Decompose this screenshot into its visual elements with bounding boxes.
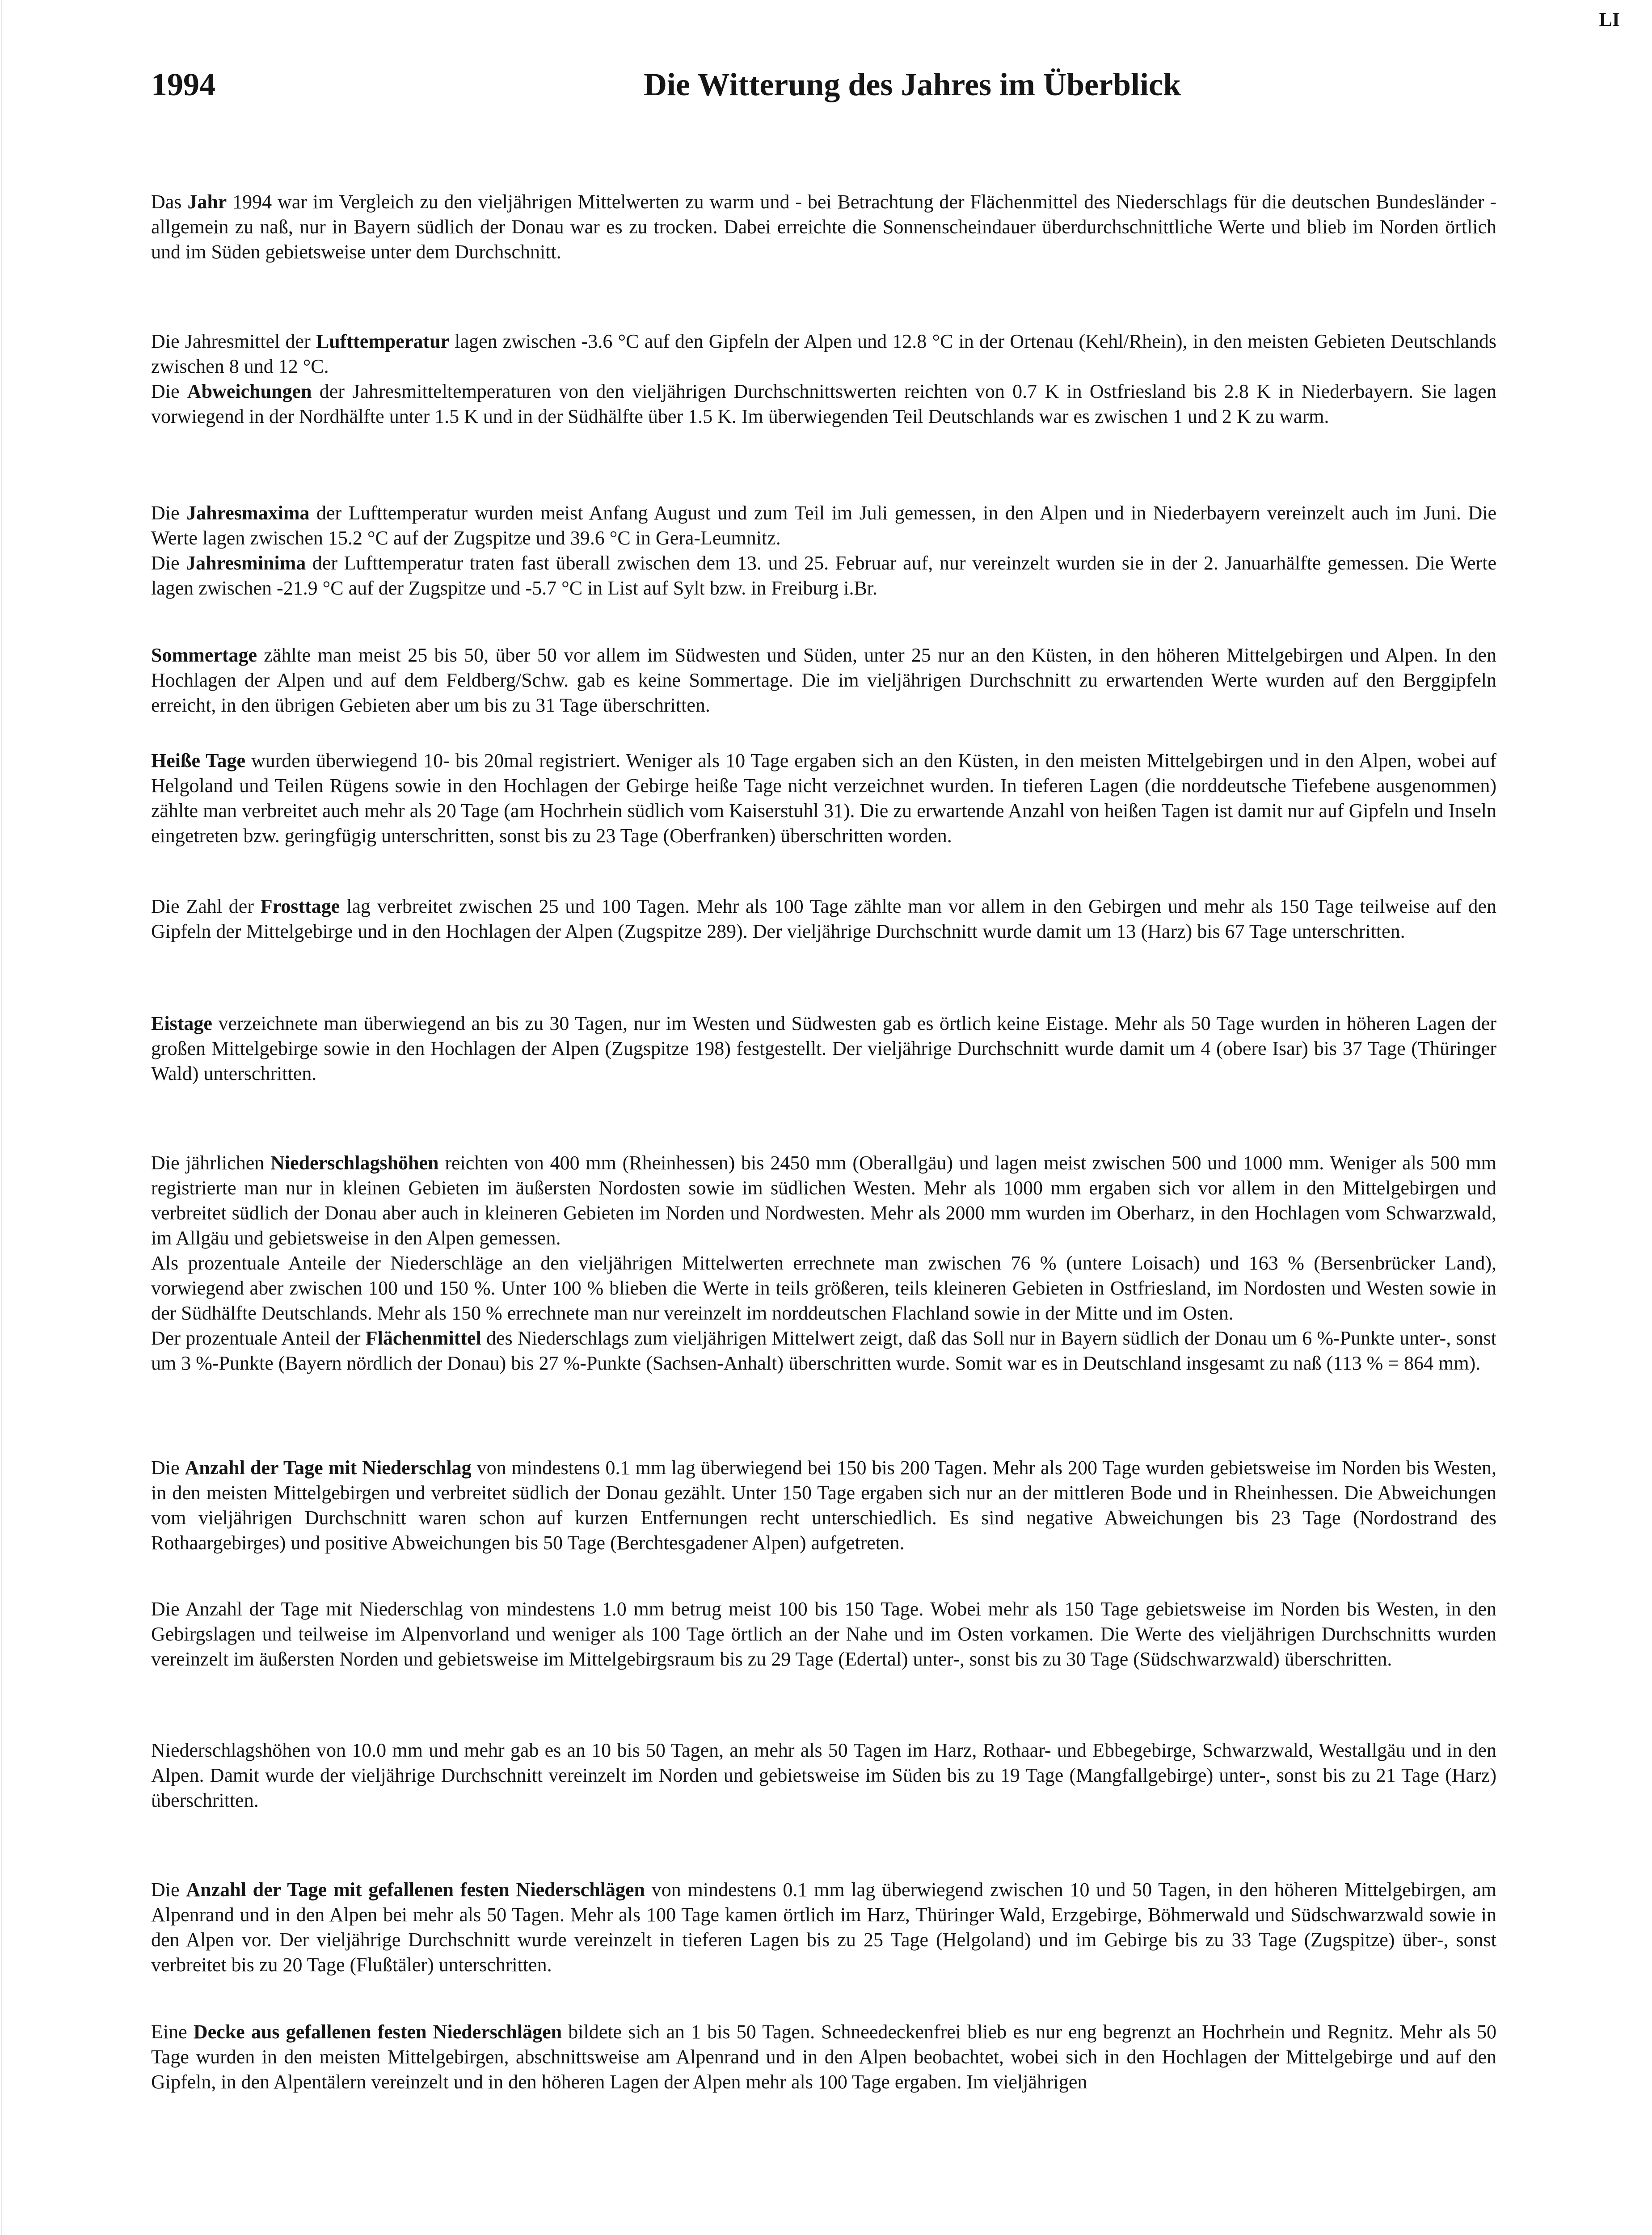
text-run: Die <box>151 552 186 574</box>
text-run: von mindestens 0.1 mm lag überwiegend bei 150 bis 200 Tagen. Mehr als 200 Tage wurden gebietsweise im Norden bis Westen, in den meisten Mittelgebirgen und verbreitet südlich der Donau gezählt. Unter 150 Tage ergaben sich nur an der mittleren Bode und in Rheinhessen. Die Abweichungen vom vieljährigen Durchschnitt waren schon auf kurzen Entfernungen recht unterschiedlich. Es sind negative Abweichungen bis 23 Tage (Nordostrand des Rothaargebirges) und positive Abweichungen bis 50 Tage (Berchtesgadener Alpen) aufgetreten. <box>151 1457 1497 1554</box>
text-run: Die jährlichen <box>151 1152 271 1174</box>
paragraph-line <box>151 1151 1496 1251</box>
bold-term: Frosttage <box>260 895 340 917</box>
text-run: bildete sich an 1 bis 50 Tagen. Schneedeckenfrei blieb es nur eng begrenzt an Hochrhein und Regnitz. Mehr als 50 Tage wurden in den meisten Mittelgebirgen, abschnittsweise am Alpenrand und in den Alpen beobachtet, wobei sich in den Hochlagen der Mittelgebirge und auf den Gipfeln, in den Alpentälern vereinzelt und in den höheren Lagen der Alpen mehr als 100 Tage ergaben. Im vieljährigen <box>151 2021 1496 2093</box>
bold-term: Anzahl der Tage mit gefallenen festen Niederschlägen <box>186 1879 645 1901</box>
paragraph-p13 <box>151 2020 1496 2095</box>
paragraph-p10 <box>151 1597 1496 1672</box>
paragraph-line <box>151 2020 1496 2095</box>
page-number: LI <box>1599 8 1620 30</box>
text-run: Die Jahresmittel der <box>151 330 316 352</box>
text-run: reichten von 400 mm (Rheinhessen) bis 2450 mm (Oberallgäu) und lagen meist zwischen 500 und 1000 mm. Weniger als 500 mm registrierte man nur in kleinen Gebieten im äußersten Nordosten sowie im südlichen Westen. Mehr als 1000 mm ergaben sich vor allem in den Mittelgebirgen und verbreitet südlich der Donau aber auch in kleineren Gebieten im Norden und Nordwesten. Mehr als 2000 mm wurden im Oberharz, in den Hochlagen vom Schwarzwald, im Allgäu und gebietsweise in den Alpen gemessen. <box>151 1152 1496 1249</box>
paragraph-line <box>151 1455 1496 1556</box>
text-run: von mindestens 0.1 mm lag überwiegend zwischen 10 und 50 Tagen, in den höheren Mittelgebirgen, am Alpenrand und in den Alpen bei mehr als 50 Tagen. Mehr als 100 Tage kamen örtlich im Harz, Thüringer Wald, Erzgebirge, Böhmerwald und Südschwarzwald sowie in den Alpen vor. Der vieljährige Durchschnitt wurde vereinzelt in tieferen Lagen bis zu 25 Tage (Helgoland) und im Gebirge bis zu 33 Tage (Zugspitze) über-, sonst verbreitet bis zu 20 Tage (Flußtäler) unterschritten. <box>151 1879 1496 1976</box>
paragraph-line <box>151 379 1496 429</box>
bold-term: Jahresmaxima <box>186 502 310 524</box>
bold-term: Flächenmittel <box>365 1327 481 1349</box>
text-run: 1994 war im Vergleich zu den vieljährigen Mittelwerten zu warm und - bei Betrachtung der Flächenmittel des Niederschlags für die deutschen Bundesländer - allgemein zu naß, nur in Bayern südlich der Donau war es zu trocken. Dabei erreichte die Sonnenscheindauer überdurchschnittliche Werte und blieb im Norden örtlich und im Süden gebietsweise unter dem Durchschnitt. <box>151 191 1497 263</box>
paragraph-line <box>151 1326 1496 1376</box>
paragraph-p11 <box>151 1738 1496 1813</box>
text-run: der Lufttemperatur traten fast überall zwischen dem 13. und 25. Februar auf, nur vereinzelt wurden sie in der 2. Januarhälfte gemessen. Die Werte lagen zwischen -21.9 °C auf der Zugspitze und -5.7 °C in List auf Sylt bzw. in Freiburg i.Br. <box>151 552 1496 599</box>
paragraph-line <box>151 748 1496 848</box>
text-run: Der prozentuale Anteil der <box>151 1327 366 1349</box>
text-run: Als prozentuale Anteile der Niederschläge an den vieljährigen Mittelwerten errechnete man zwischen 76 % (untere Loisach) und 163 % (Bersenbrücker Land), vorwiegend aber zwischen 100 und 150 %. Unter 100 % blieben die Werte in teils größeren, teils kleineren Gebieten in Ostfriesland, im Nordosten und Westen sowie in der Südhälfte Deutschlands. Mehr als 150 % errechnete man nur vereinzelt im norddeutschen Flachland sowie in der Mitte und im Osten. <box>151 1252 1496 1324</box>
bold-term: Niederschlagshöhen <box>270 1152 439 1174</box>
text-run: Die <box>151 380 187 402</box>
text-run: zählte man meist 25 bis 50, über 50 vor allem im Südwesten und Süden, unter 25 nur an den Küsten, in den höheren Mittelgebirgen und Alpen. In den Hochlagen der Alpen und auf dem Feldberg/Schw. gab es keine Sommertage. Die im vieljährigen Durchschnitt zu erwartenden Werte wurden auf den Berggipfeln erreicht, in den übrigen Gebieten aber um bis zu 31 Tage überschritten. <box>151 644 1496 716</box>
page-title: Die Witterung des Jahres im Überblick <box>644 67 1181 102</box>
bold-term: Decke aus gefallenen festen Niederschlägen <box>193 2021 562 2043</box>
bold-term: Jahr <box>187 191 227 213</box>
bold-term: Sommertage <box>151 644 257 666</box>
text-run: der Jahresmitteltemperaturen von den vieljährigen Durchschnittswerten reichten von 0.7 K in Ostfriesland bis 2.8 K in Niederbayern. Sie lagen vorwiegend in der Nordhälfte unter 1.5 K und in der Südhälfte über 1.5 K. Im überwiegenden Teil Deutschlands war es zwischen 1 und 2 K zu warm. <box>151 380 1497 427</box>
paragraph-line <box>151 1738 1496 1813</box>
text-run: Die <box>151 502 187 524</box>
paragraph-line <box>151 1011 1496 1086</box>
text-run: verzeichnete man überwiegend an bis zu 30 Tagen, nur im Westen und Südwesten gab es örtlich keine Eistage. Mehr als 50 Tage wurden in höheren Lagen der großen Mittelgebirge sowie in den Hochlagen der Alpen (Zugspitze 198) festgestellt. Der vieljährige Durchschnitt wurde damit um 4 (obere Isar) bis 37 Tage (Thüringer Wald) unterschritten. <box>151 1012 1496 1084</box>
text-run: Niederschlagshöhen von 10.0 mm und mehr gab es an 10 bis 50 Tagen, an mehr als 50 Tagen im Harz, Rothaar- und Ebbegebirge, Schwarzwald, Westallgäu und in den Alpen. Damit wurde der vieljährige Durchschnitt vereinzelt im Norden und gebietsweise im Süden bis zu 19 Tage (Mangfallgebirge) unter-, sonst bis zu 21 Tage (Harz) überschritten. <box>151 1739 1496 1811</box>
paragraph-p3 <box>151 501 1496 601</box>
text-run: Die Anzahl der Tage mit Niederschlag von mindestens 1.0 mm betrug meist 100 bis 150 Tage. Wobei mehr als 150 Tage gebietsweise im Norden bis Westen, in den Gebirgslagen und teilweise im Alpenvorland und weniger als 100 Tage örtlich an der Nahe und im Osten vorkamen. Die Werte des vieljährigen Durchschnitts wurden vereinzelt im äußersten Norden und gebietsweise im Mittelgebirgsraum bis zu 29 Tage (Edertal) unter-, sonst bis zu 30 Tage (Südschwarzwald) überschritten. <box>151 1598 1496 1670</box>
text-run: Die Zahl der <box>151 895 261 917</box>
text-run: Eine <box>151 2021 194 2043</box>
text-run: der Lufttemperatur wurden meist Anfang August und zum Teil im Juli gemessen, in den Alpen und in Niederbayern vereinzelt auch im Juni. Die Werte lagen zwischen 15.2 °C auf der Zugspitze und 39.6 °C in Gera-Leumnitz. <box>151 502 1496 549</box>
bold-term: Heiße Tage <box>151 750 246 772</box>
bold-term: Anzahl der Tage mit Niederschlag <box>185 1457 472 1479</box>
paragraph-p7 <box>151 1011 1496 1086</box>
header-year: 1994 <box>151 67 215 102</box>
paragraph-p8 <box>151 1151 1496 1376</box>
text-run: Die <box>151 1879 186 1901</box>
page-edge-line <box>1 0 2 2235</box>
paragraph-p12 <box>151 1877 1496 1978</box>
paragraph-line <box>151 501 1496 551</box>
paragraph-line <box>151 894 1496 944</box>
paragraph-line <box>151 190 1496 265</box>
paragraph-line <box>151 1877 1496 1978</box>
paragraph-line <box>151 329 1496 379</box>
paragraph-p2 <box>151 329 1496 429</box>
paragraph-line <box>151 1597 1496 1672</box>
bold-term: Lufttemperatur <box>316 330 450 352</box>
text-run: lag verbreitet zwischen 25 und 100 Tagen. Mehr als 100 Tage zählte man vor allem in den Gebirgen und mehr als 150 Tage teilweise auf den Gipfeln der Mittelgebirge und in den Hochlagen der Alpen (Zugspitze 289). Der vieljährige Durchschnitt wurde damit um 13 (Harz) bis 67 Tage unterschritten. <box>151 895 1496 942</box>
text-run: Das <box>151 191 188 213</box>
paragraph-p5 <box>151 748 1496 848</box>
paragraph-p6 <box>151 894 1496 944</box>
paragraph-p9 <box>151 1455 1496 1556</box>
paragraph-line <box>151 551 1496 601</box>
text-run: Die <box>151 1457 185 1479</box>
paragraph-line <box>151 643 1496 718</box>
text-run: lagen zwischen -3.6 °C auf den Gipfeln der Alpen und 12.8 °C in der Ortenau (Kehl/Rhein), in den meisten Gebieten Deutschlands zwischen 8 und 12 °C. <box>151 330 1496 377</box>
bold-term: Jahresminima <box>186 552 306 574</box>
text-run: des Niederschlags zum vieljährigen Mittelwert zeigt, daß das Soll nur in Bayern südlich der Donau um 6 %-Punkte unter-, sonst um 3 %-Punkte (Bayern nördlich der Donau) bis 27 %-Punkte (Sachsen-Anhalt) überschritten wurde. Somit war es in Deutschland insgesamt zu naß (113 % = 864 mm). <box>151 1327 1496 1374</box>
paragraph-p4 <box>151 643 1496 718</box>
paragraph-p1 <box>151 190 1496 265</box>
bold-term: Abweichungen <box>187 380 312 402</box>
paragraph-line <box>151 1251 1496 1326</box>
text-run: wurden überwiegend 10- bis 20mal registriert. Weniger als 10 Tage ergaben sich an den Küsten, in den meisten Mittelgebirgen und in den Alpen, wobei auf Helgoland und Teilen Rügens sowie in den Hochlagen der Gebirge heiße Tage nicht verzeichnet wurden. In tieferen Lagen (die norddeutsche Tiefebene ausgenommen) zählte man verbreitet auch mehr als 20 Tage (am Hochrhein südlich vom Kaiserstuhl 31). Die zu erwartende Anzahl von heißen Tagen ist damit nur auf Gipfeln und Inseln eingetreten bzw. geringfügig unterschritten, sonst bis zu 23 Tage (Oberfranken) überschritten worden. <box>151 750 1496 847</box>
bold-term: Eistage <box>151 1012 212 1034</box>
